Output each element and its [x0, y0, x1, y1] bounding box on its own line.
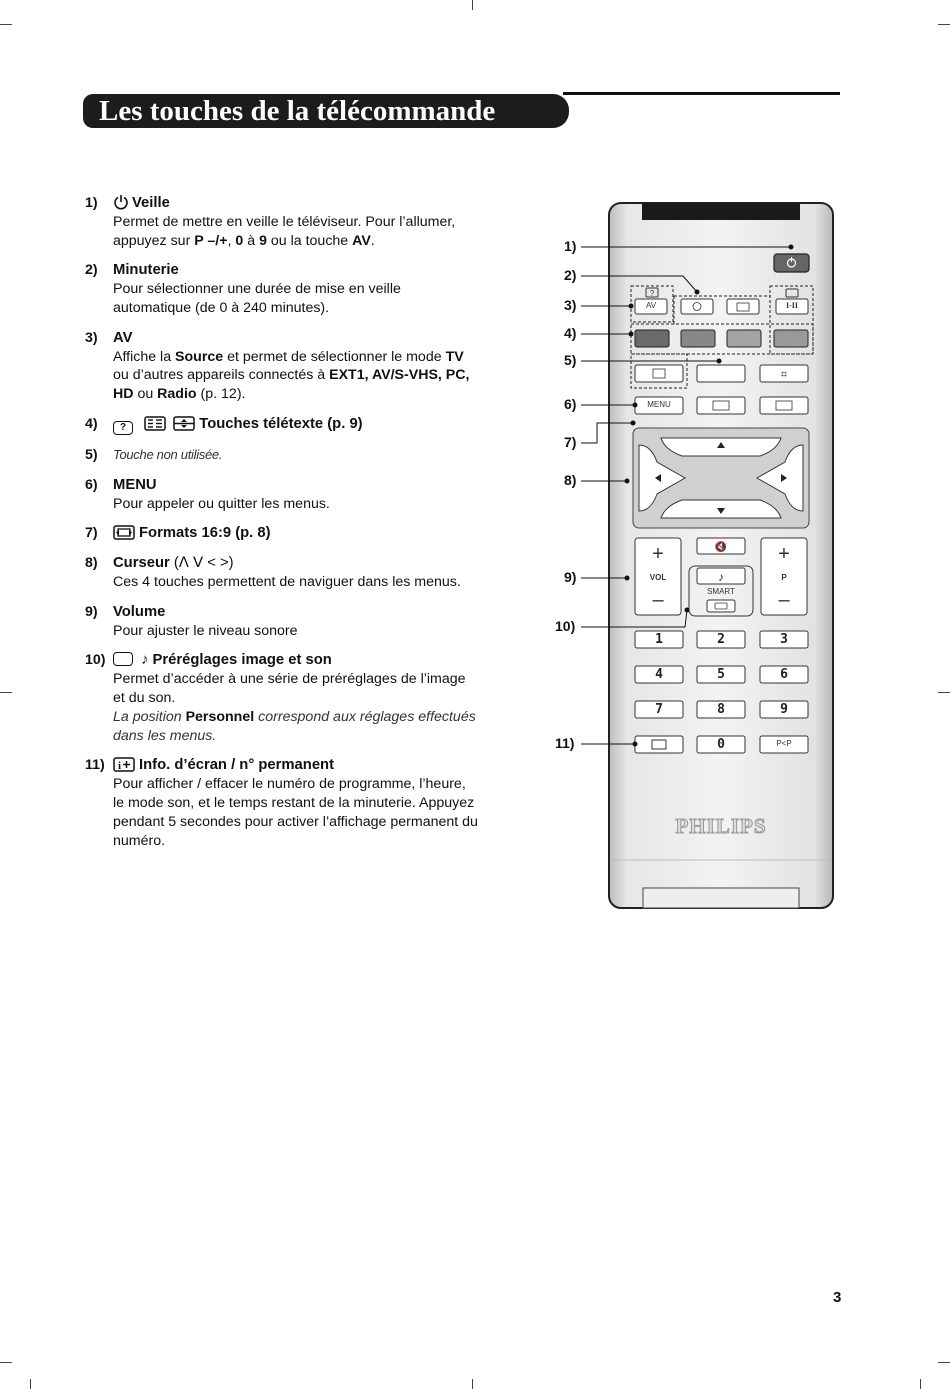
svg-text:–: – — [652, 589, 664, 611]
text-run: . — [370, 232, 375, 249]
item-heading-text: Préréglages image et son — [152, 652, 332, 669]
list-item — [85, 261, 480, 317]
p-label: P — [781, 573, 787, 582]
svg-text:♪: ♪ — [718, 570, 724, 584]
item-heading-text: Info. d’écran / n° permanent — [139, 757, 335, 774]
callout-label: 5) — [564, 352, 577, 368]
svg-text:+: + — [778, 543, 790, 565]
dual-button-label: I-II — [785, 301, 798, 310]
callout-label: 6) — [564, 396, 577, 412]
item-number: 2) — [85, 262, 98, 279]
svg-text:+: + — [652, 543, 664, 565]
item-heading — [113, 524, 480, 543]
item-description — [113, 573, 480, 592]
item-number: 9) — [85, 603, 98, 620]
menu-button-label: MENU — [647, 400, 671, 409]
av-button-label: AV — [645, 301, 657, 310]
list-item — [85, 329, 480, 404]
item-number: 1) — [85, 195, 98, 211]
digit-label: 4 — [655, 667, 663, 682]
item-heading — [113, 756, 480, 775]
format-icon — [113, 525, 135, 540]
crop-mark — [472, 0, 473, 10]
item-heading — [113, 194, 480, 213]
help-icon: ? — [113, 421, 133, 435]
item-heading — [113, 415, 480, 435]
item-note: Touche non utilisée. — [113, 446, 223, 462]
remote-illustration — [555, 200, 840, 912]
list-item — [85, 415, 480, 435]
text-run: Affiche la — [113, 348, 176, 365]
crop-mark — [472, 1379, 473, 1389]
item-number: 7) — [85, 525, 98, 542]
svg-text:🔇: 🔇 — [714, 542, 728, 553]
teletext-icon — [144, 416, 166, 431]
digit-label: 9 — [780, 702, 788, 717]
digit-label: 1 — [655, 632, 663, 647]
keyword: Source — [175, 348, 224, 365]
item-number: 10) — [85, 652, 106, 669]
keyword: EXT1, AV/S-VHS, PC, HD — [113, 367, 470, 403]
item-number: 11) — [85, 757, 105, 774]
item-description — [113, 348, 480, 404]
list-item — [85, 651, 480, 745]
item-number: 5) — [85, 446, 98, 463]
item-list — [85, 194, 480, 861]
item-heading: AV — [113, 329, 133, 346]
item-description — [113, 213, 480, 251]
text-run: à — [243, 232, 260, 249]
callout-label: 4) — [564, 325, 577, 341]
crop-mark — [0, 1362, 12, 1363]
crop-mark — [938, 1362, 950, 1363]
pip-button-label: P<P — [776, 739, 792, 748]
list-item — [85, 554, 480, 592]
digit-label: 6 — [780, 667, 788, 682]
callout-label: 3) — [564, 297, 577, 313]
callout-label: 7) — [564, 434, 577, 450]
text-run: Permet de mettre en veille le téléviseur. Pour l’allumer, appuyez sur — [113, 213, 456, 249]
item-heading — [113, 554, 480, 573]
callout-label: 2) — [564, 267, 577, 283]
crop-mark — [30, 1379, 31, 1389]
numpad-key — [635, 736, 683, 753]
text-run: Ces 4 touches permettent de naviguer dans les menus. — [113, 573, 461, 590]
vol-label: VOL — [649, 573, 667, 582]
text-run: Pour appeler ou quitter les menus. — [113, 495, 330, 512]
crop-mark — [0, 692, 12, 693]
keyword: 0 — [235, 232, 244, 249]
item-heading-text: Formats 16:9 (p. 8) — [139, 525, 271, 542]
callout-label: 10) — [555, 618, 576, 634]
item-heading: MENU — [113, 476, 157, 493]
text-run: Pour ajuster le niveau sonore — [113, 622, 298, 639]
list-item — [85, 756, 480, 850]
svg-text:–: – — [778, 589, 790, 611]
digit-label: 2 — [717, 632, 725, 647]
svg-text:⌗: ⌗ — [780, 369, 788, 381]
power-icon — [113, 194, 129, 210]
callout-label: 11) — [555, 735, 575, 751]
svg-text:?: ? — [649, 289, 655, 298]
list-item — [85, 476, 480, 514]
digit-label: 3 — [780, 632, 788, 647]
digit-label: 5 — [717, 667, 725, 682]
info-icon — [113, 757, 135, 772]
page-number: 3 — [833, 1289, 842, 1306]
item-number: 8) — [85, 555, 98, 572]
music-note-icon: ♪ — [141, 652, 149, 669]
item-number: 4) — [85, 415, 98, 432]
text-run: La position — [113, 708, 186, 725]
picture-preset-icon — [113, 652, 133, 666]
item-heading: Minuterie — [113, 262, 179, 279]
text-run: Permet d’accéder à une série de préréglages de l’image et du son. — [113, 671, 466, 706]
title-bar — [83, 92, 840, 130]
keyword: Personnel — [185, 708, 255, 725]
callout-label: 8) — [564, 472, 577, 488]
crop-mark — [938, 692, 950, 693]
text-run: , — [227, 232, 236, 249]
item-heading-text: Touches télétexte (p. 9) — [199, 415, 363, 432]
split-screen-icon — [173, 416, 195, 431]
keyword: Radio — [157, 386, 197, 403]
crop-mark — [938, 24, 950, 25]
smart-label: SMART — [707, 587, 735, 596]
brand-logo: PHILIPS — [675, 814, 767, 838]
list-item — [85, 524, 480, 543]
callout-label: 1) — [564, 238, 577, 254]
item-heading: Volume — [113, 603, 166, 620]
text-run: ou la touche — [266, 232, 353, 249]
digit-label: 0 — [717, 737, 725, 752]
title-rule — [563, 92, 840, 95]
item-description — [113, 670, 480, 708]
text-run: ou d’autres appareils connectés à — [113, 367, 330, 384]
item-description — [113, 280, 480, 318]
keyword: AV — [352, 232, 371, 249]
keyword: P –/+ — [194, 232, 228, 249]
item-heading-text: Veille — [132, 195, 170, 211]
callout-label: 9) — [564, 569, 577, 585]
list-item — [85, 194, 480, 250]
text-run: et permet de sélectionner le mode — [223, 348, 446, 365]
text-run: ou — [133, 386, 158, 403]
crop-mark — [920, 1379, 921, 1389]
text-run: (p. 12). — [196, 386, 246, 403]
text-run: correspond aux réglages effectués dans les menus. — [113, 708, 476, 744]
item-note — [113, 708, 480, 746]
digit-label: 8 — [717, 702, 725, 717]
keyword: 9 — [259, 232, 267, 249]
item-description — [113, 775, 480, 850]
item-heading-text: Curseur — [113, 555, 170, 572]
list-item — [85, 446, 480, 465]
digit-label: 7 — [655, 702, 663, 717]
text-run: Pour sélectionner une durée de mise en veille automatique (de 0 à 240 minutes). — [113, 281, 401, 316]
item-heading — [113, 651, 480, 670]
item-number: 6) — [85, 476, 98, 493]
item-description — [113, 495, 480, 514]
cursor-symbols: (ᐱ ᐯ < >) — [173, 555, 234, 572]
list-item — [85, 603, 480, 641]
page-title: Les touches de la télécommande — [83, 94, 569, 128]
keyword: TV — [445, 348, 464, 365]
item-description — [113, 622, 480, 641]
text-run: Pour afficher / effacer le numéro de programme, l’heure, le mode son, et le temps restant de la minuterie. Appuyez pendant 5 secondes pour activer l’affichage permanent du numéro. — [113, 776, 478, 849]
crop-mark — [0, 24, 12, 25]
svg-text:i: i — [118, 760, 122, 773]
item-number: 3) — [85, 329, 98, 346]
